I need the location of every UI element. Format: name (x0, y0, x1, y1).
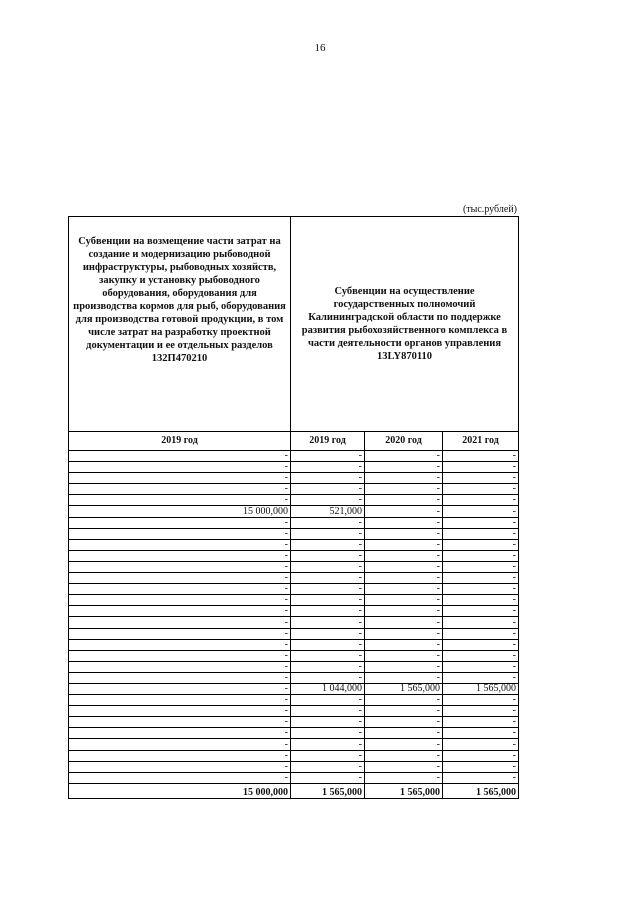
table-cell: - (291, 495, 365, 506)
table-cell: - (69, 772, 291, 783)
table-cell: - (443, 717, 519, 728)
table-cell: - (291, 573, 365, 584)
table-row (69, 683, 519, 694)
table-cell: - (365, 573, 443, 584)
table-cell: - (69, 561, 291, 572)
table-cell: - (443, 550, 519, 561)
table-cell: - (443, 484, 519, 495)
total-cell: 1 565,000 (443, 783, 519, 798)
table-cell: - (365, 750, 443, 761)
year-row (69, 432, 519, 451)
table-cell: - (443, 451, 519, 462)
table-row (69, 573, 519, 584)
page-number: 16 (314, 42, 326, 54)
table-row (69, 617, 519, 628)
table-row (69, 695, 519, 706)
table-cell: - (291, 728, 365, 739)
table-row (69, 595, 519, 606)
table-row (69, 473, 519, 484)
table-cell: - (69, 451, 291, 462)
table-row (69, 606, 519, 617)
table-row (69, 561, 519, 572)
table-cell: - (365, 528, 443, 539)
table-row (69, 650, 519, 661)
table-cell: - (365, 639, 443, 650)
table-cell: - (291, 617, 365, 628)
table-cell: - (443, 595, 519, 606)
table-cell: - (365, 661, 443, 672)
table-row (69, 539, 519, 550)
table-cell: - (291, 595, 365, 606)
table-cell: - (69, 628, 291, 639)
table-cell: - (443, 584, 519, 595)
table-cell: - (365, 539, 443, 550)
table-row (69, 706, 519, 717)
table-cell: - (291, 628, 365, 639)
table-cell: - (69, 584, 291, 595)
table-cell: 521,000 (291, 506, 365, 517)
table-row (69, 772, 519, 783)
table-cell: - (443, 617, 519, 628)
table-cell: - (291, 451, 365, 462)
total-cell: 15 000,000 (69, 783, 291, 798)
table-row (69, 628, 519, 639)
header-fisheries-subvention: Субвенции на осуществление государственных полномочий Калининградской области по поддержке развития рыбохозяйственного комплекса в части деятельности органов управления 13LY870110 (291, 217, 519, 432)
table-cell: - (365, 550, 443, 561)
table-cell: - (69, 462, 291, 473)
table-cell: - (365, 617, 443, 628)
table-cell: - (291, 606, 365, 617)
table-cell: - (443, 495, 519, 506)
table-cell: - (365, 728, 443, 739)
table-row (69, 639, 519, 650)
table-cell: - (365, 739, 443, 750)
unit-label: (тыс.рублей) (462, 204, 517, 215)
table-cell: - (291, 528, 365, 539)
table-cell: - (291, 717, 365, 728)
table-cell: - (365, 717, 443, 728)
table-cell: - (291, 462, 365, 473)
table-cell: 1 565,000 (443, 683, 519, 694)
table-cell: - (291, 706, 365, 717)
table-row (69, 451, 519, 462)
table-cell: - (291, 772, 365, 783)
table-cell: - (69, 573, 291, 584)
table-cell: - (365, 695, 443, 706)
table-cell: - (365, 473, 443, 484)
table-row (69, 728, 519, 739)
table-cell: - (291, 650, 365, 661)
year-cell: 2021 год (443, 432, 519, 451)
table-cell: - (291, 517, 365, 528)
table-cell: - (443, 517, 519, 528)
table-row (69, 672, 519, 683)
table-cell: - (443, 528, 519, 539)
table-cell: - (365, 772, 443, 783)
table-cell: - (365, 517, 443, 528)
table-row (69, 661, 519, 672)
table-cell: - (69, 550, 291, 561)
table-cell: - (291, 584, 365, 595)
table-cell: - (291, 750, 365, 761)
table-cell: - (443, 539, 519, 550)
table-cell: - (69, 617, 291, 628)
table-cell: 1 044,000 (291, 683, 365, 694)
table-header-row (69, 217, 519, 432)
table-row (69, 506, 519, 517)
table-cell: - (443, 672, 519, 683)
table-cell: 1 565,000 (365, 683, 443, 694)
table-cell: - (365, 484, 443, 495)
table-cell: - (69, 639, 291, 650)
table-row (69, 750, 519, 761)
table-cell: - (365, 506, 443, 517)
table-cell: - (365, 462, 443, 473)
table-cell: - (365, 706, 443, 717)
table-cell: - (69, 728, 291, 739)
table-cell: - (69, 473, 291, 484)
table-cell: - (291, 539, 365, 550)
table-cell: - (365, 584, 443, 595)
table-cell: - (365, 628, 443, 639)
table-cell: - (69, 661, 291, 672)
table-cell: - (291, 639, 365, 650)
table-cell: - (443, 706, 519, 717)
table-cell: - (443, 739, 519, 750)
table-cell: - (443, 695, 519, 706)
table-cell: - (365, 451, 443, 462)
table-row (69, 528, 519, 539)
table-row (69, 584, 519, 595)
table-cell: - (365, 672, 443, 683)
table-row (69, 761, 519, 772)
budget-table (68, 216, 519, 799)
total-cell: 1 565,000 (291, 783, 365, 798)
table-cell: - (443, 639, 519, 650)
table-cell: - (69, 650, 291, 661)
table-cell: - (69, 606, 291, 617)
table-cell: - (365, 761, 443, 772)
table-cell: - (365, 495, 443, 506)
table-row (69, 550, 519, 561)
table-row (69, 717, 519, 728)
totals-row (69, 783, 519, 798)
table-cell: - (69, 761, 291, 772)
table-cell: - (69, 717, 291, 728)
table-cell: - (443, 573, 519, 584)
table-cell: - (69, 706, 291, 717)
header-aquaculture-subsidy: Субвенции на возмещение части затрат на создание и модернизацию рыбоводной инфраструктуры, рыбоводных хозяйств, закупку и установку рыбоводного оборудования, оборудования для производства кормов для рыб, оборудования для производства готовой продукции, в том числе затрат на разработку проектной документации и ее отдельных разделов 132П470210 (69, 217, 291, 432)
table-cell: - (69, 495, 291, 506)
table-cell: - (365, 606, 443, 617)
table-cell: - (365, 650, 443, 661)
table-cell: - (443, 761, 519, 772)
table-cell: - (365, 561, 443, 572)
table-cell: - (291, 761, 365, 772)
table-cell: - (291, 739, 365, 750)
table-cell: - (69, 739, 291, 750)
table-cell: - (443, 561, 519, 572)
table-cell: - (443, 728, 519, 739)
table-cell: - (443, 462, 519, 473)
table-cell: - (291, 695, 365, 706)
table-cell: - (365, 595, 443, 606)
table-row (69, 462, 519, 473)
total-cell: 1 565,000 (365, 783, 443, 798)
table-cell: - (291, 484, 365, 495)
table-row (69, 739, 519, 750)
table-cell: - (443, 628, 519, 639)
table-cell: - (69, 528, 291, 539)
table-cell: 15 000,000 (69, 506, 291, 517)
table-cell: - (443, 650, 519, 661)
table-cell: - (69, 517, 291, 528)
table-cell: - (291, 661, 365, 672)
table-cell: - (291, 473, 365, 484)
table-cell: - (69, 539, 291, 550)
year-cell: 2019 год (69, 432, 291, 451)
table-cell: - (69, 672, 291, 683)
table-cell: - (291, 561, 365, 572)
table-cell: - (69, 484, 291, 495)
table-cell: - (443, 750, 519, 761)
table-cell: - (291, 672, 365, 683)
table-cell: - (443, 661, 519, 672)
table-cell: - (69, 750, 291, 761)
table-cell: - (69, 595, 291, 606)
year-cell: 2020 год (365, 432, 443, 451)
table-cell: - (443, 473, 519, 484)
table-row (69, 517, 519, 528)
table-cell: - (69, 683, 291, 694)
table-cell: - (69, 695, 291, 706)
year-cell: 2019 год (291, 432, 365, 451)
table-cell: - (443, 772, 519, 783)
table-row (69, 484, 519, 495)
table-cell: - (291, 550, 365, 561)
table-row (69, 495, 519, 506)
table-cell: - (443, 506, 519, 517)
table-cell: - (443, 606, 519, 617)
